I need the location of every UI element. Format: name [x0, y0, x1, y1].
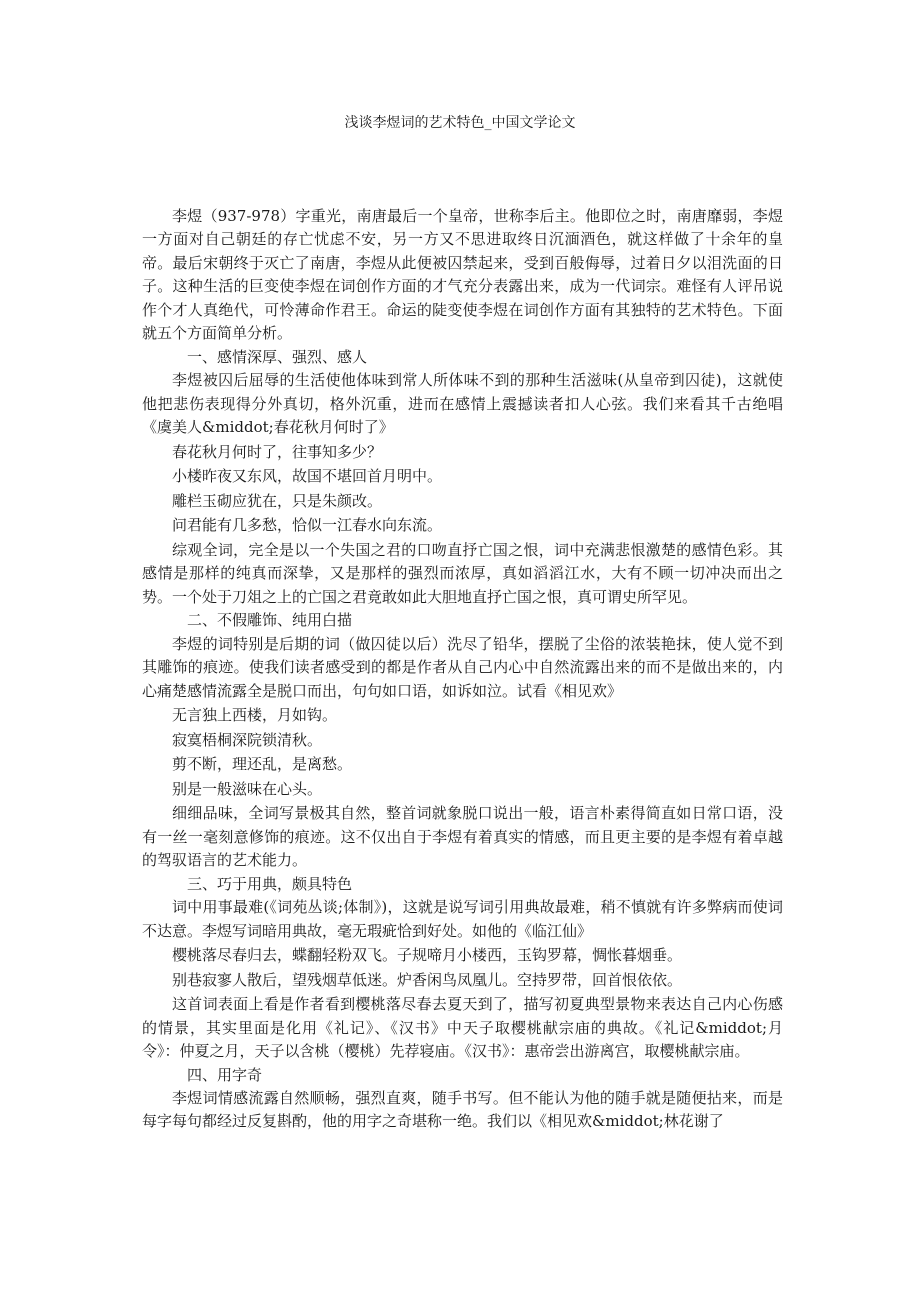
verse-line: 别是一般滋味在心头。 — [172, 779, 323, 798]
paragraph: 词中用事最难(《词苑丛谈;体制》)，这就是说写词引用典故最难，稍不慎就有许多弊病而使词不达意。李煜写词暗用典故，毫无瑕疵恰到好处。如他的《临江仙》 — [142, 898, 783, 940]
paragraph: 这首词表面上看是作者看到樱桃落尽春去夏天到了，描写初夏典型景物来表达自己内心伤感的情景，其实里面是化用《礼记》、《汉书》中天子取樱桃献宗庙的典故。《礼记&middot;月令》：仲夏之月，天子以含桃（樱桃）先荐寝庙。《汉书》：惠帝尝出游离宫，取樱桃献宗庙。 — [142, 995, 783, 1061]
verse-line: 寂寞梧桐深院锁清秋。 — [172, 730, 323, 749]
paragraph: 细细品味，全词写景极其自然，整首词就象脱口说出一般，语言朴素得简直如日常口语，没有一丝一毫刻意修饰的痕迹。这不仅出自于李煜有着真实的情感，而且更主要的是李煜有着卓越的驾驭语言的艺术能力。 — [142, 804, 783, 870]
section-heading: 一、感情深厚、强烈、感人 — [187, 347, 368, 366]
section-heading: 四、用字奇 — [187, 1065, 263, 1084]
verse-line: 问君能有几多愁，恰似一江春水向东流。 — [172, 516, 443, 535]
verse-line: 雕栏玉砌应犹在，只是朱颜改。 — [172, 491, 383, 510]
paragraph: 综观全词，完全是以一个失国之君的口吻直抒亡国之恨，词中充满悲恨激楚的感情色彩。其感情是那样的纯真而深挚，又是那样的强烈而浓厚，真如滔滔江水，大有不顾一切冲决而出之势。一个处于刀俎之上的亡国之君竟敢如此大胆地直抒亡国之恨，真可谓史所罕见。 — [142, 540, 783, 606]
verse-line: 春花秋月何时了，往事知多少？ — [172, 442, 383, 461]
section-heading: 三、巧于用典，颇具特色 — [187, 874, 353, 893]
document-title: 浅谈李煜词的艺术特色_中国文学论文 — [344, 115, 576, 131]
document-body — [142, 205, 783, 1134]
verse-line: 无言独上西楼，月如钩。 — [172, 706, 338, 725]
verse-line: 樱桃落尽春归去，蝶翻轻粉双飞。子规啼月小楼西，玉钩罗幕，惆怅暮烟垂。 — [172, 946, 683, 965]
verse-line: 小楼昨夜又东风，故国不堪回首月明中。 — [172, 467, 443, 486]
paragraph: 李煜（937-978）字重光，南唐最后一个皇帝，世称李后主。他即位之时，南唐靡弱，李煜一方面对自己朝廷的存亡忧虑不安，另一方又不思进取终日沉湎酒色，就这样做了十余年的皇帝。最后宋朝终于灭亡了南唐，李煜从此便被囚禁起来，受到百般侮辱，过着日夕以泪洗面的日子。这种生活的巨变使李煜在词创作方面的才气充分表露出来，成为一代词宗。难怪有人评吊说作个才人真绝代，可怜薄命作君王。命运的陡变使李煜在词创作方面有其独特的艺术特色。下面就五个方面简单分析。 — [142, 207, 783, 343]
paragraph: 李煜被囚后屈辱的生活使他体味到常人所体味不到的那种生活滋味(从皇帝到囚徒)，这就使他把悲伤表现得分外真切，格外沉重，进而在感情上震撼读者扣人心弦。我们来看其千古绝唱《虞美人&middot;春花秋月何时了》 — [142, 371, 783, 437]
paragraph: 李煜词情感流露自然顺畅，强烈直爽，随手书写。但不能认为他的随手就是随便拈来，而是每字每句都经过反复斟酌，他的用字之奇堪称一绝。我们以《相见欢&middot;林花谢了 — [142, 1088, 783, 1131]
verse-line: 别巷寂寥人散后，望残烟草低迷。炉香闲鸟凤凰儿。空持罗带，回首恨依依。 — [172, 970, 683, 989]
paragraph: 李煜的词特别是后期的词（做囚徒以后）洗尽了铅华，摆脱了尘俗的浓装艳抹，使人觉不到其雕饰的痕迹。使我们读者感受到的都是作者从自己内心中自然流露出来的而不是做出来的，内心痛楚感情流露全是脱口而出，句句如口语，如诉如泣。试看《相见欢》 — [142, 634, 783, 700]
verse-line: 剪不断，理还乱，是离愁。 — [172, 755, 353, 774]
section-heading: 二、不假雕饰、纯用白描 — [187, 611, 353, 630]
